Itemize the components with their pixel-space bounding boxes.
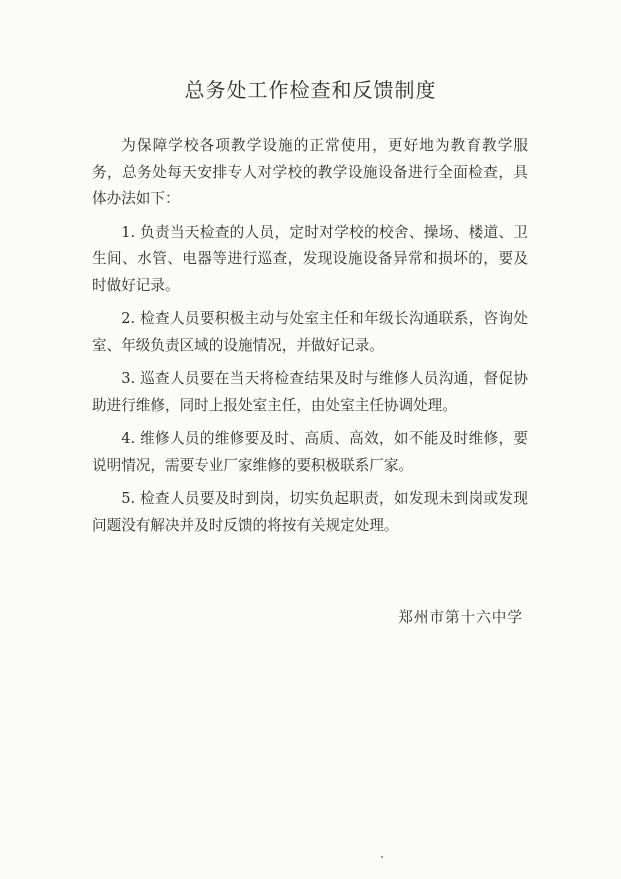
rule-paragraph-4: 4. 维修人员的维修要及时、高质、高效，如不能及时维修，要说明情况，需要专业厂家维修的要积极联系厂家。 [92, 430, 528, 474]
document-body [92, 133, 528, 546]
rule-paragraph-2: 2. 检查人员要积极主动与处室主任和年级长沟通联系，咨询处室、年级负责区域的设施情况，并做好记录。 [92, 310, 528, 354]
document-title: 总务处工作检查和反馈制度 [184, 78, 437, 102]
rule-paragraph-3: 3. 巡查人员要在当天将检查结果及时与维修人员沟通，督促协助进行维修，同时上报处室主任，由处室主任协调处理。 [92, 370, 528, 414]
intro-paragraph: 为保障学校各项教学设施的正常使用，更好地为教育教学服务，总务处每天安排专人对学校的教学设施设备进行全面检查，具体办法如下： [92, 137, 528, 207]
scan-speck [381, 856, 383, 858]
rule-paragraph-1: 1. 负责当天检查的人员，定时对学校的校舍、操场、楼道、卫生间、水管、电器等进行巡查，发现设施设备异常和损坏的，要及时做好记录。 [92, 223, 528, 294]
rule-paragraph-5: 5. 检查人员要及时到岗，切实负起职责，如发现未到岗或发现问题没有解决并及时反馈的将按有关规定处理。 [92, 490, 528, 534]
signature-school-name: 郑州市第十六中学 [398, 609, 523, 626]
